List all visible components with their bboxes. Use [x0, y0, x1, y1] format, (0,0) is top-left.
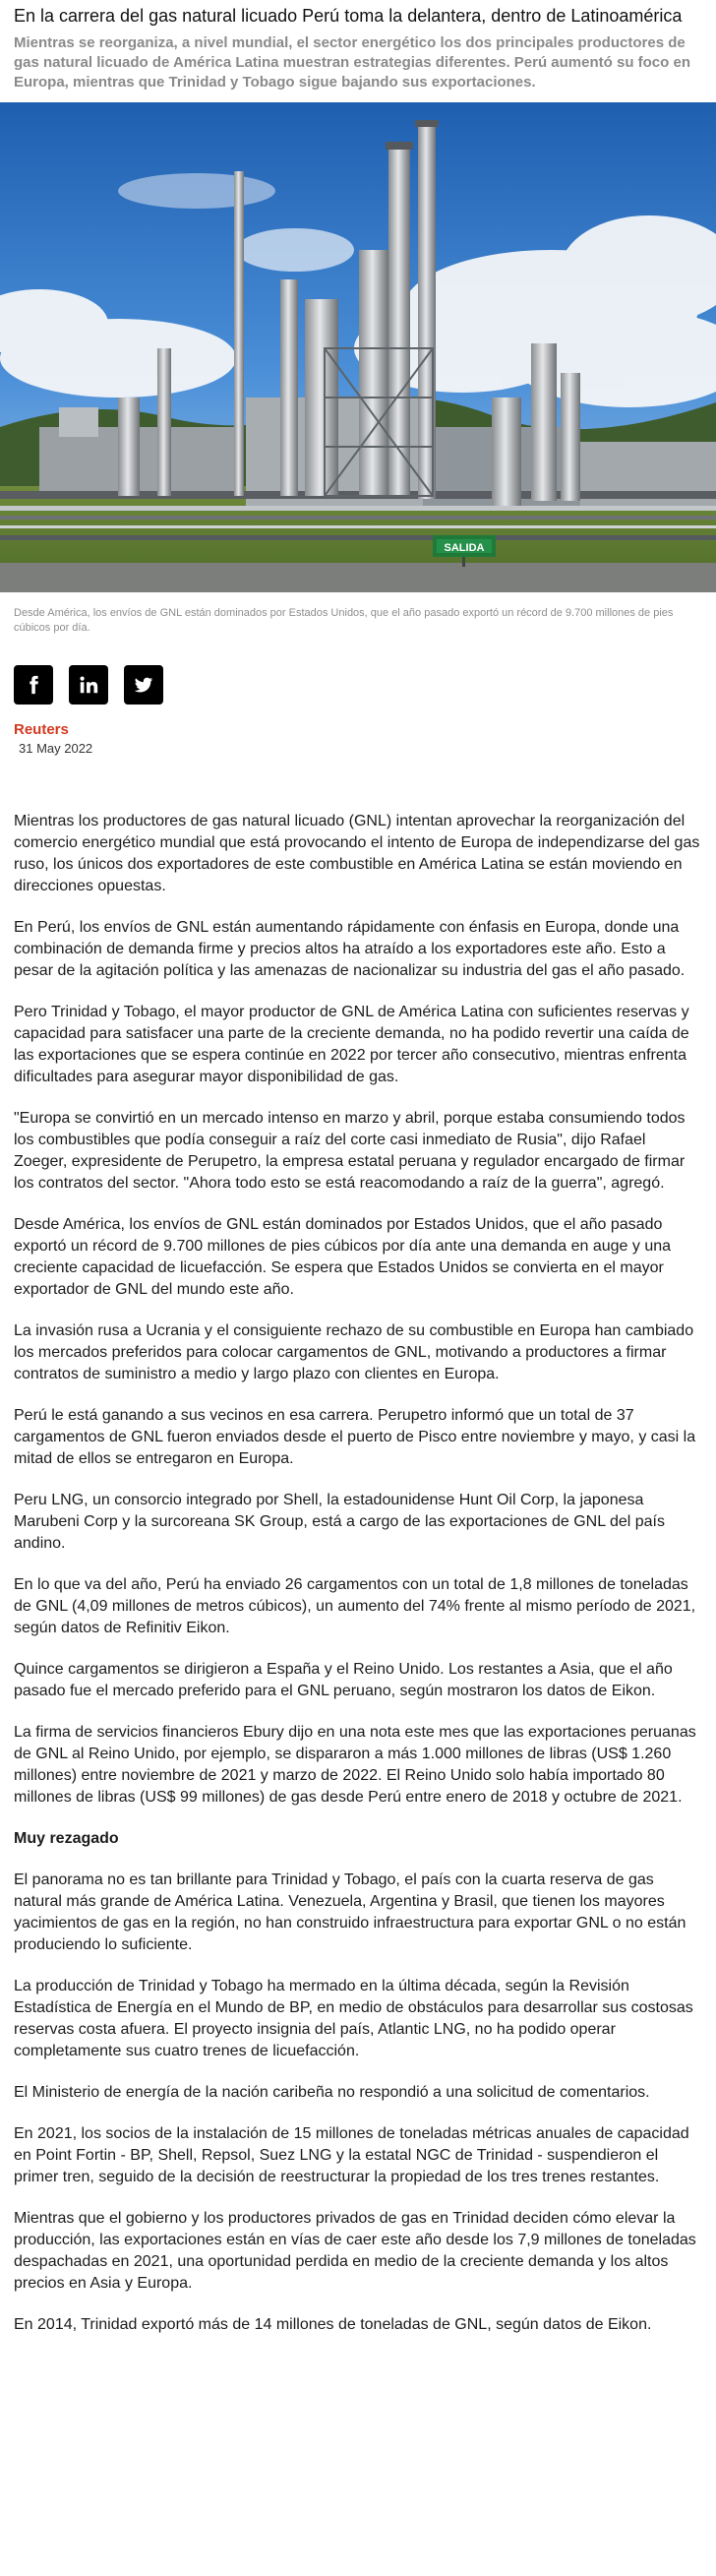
- article-subheadline: Mientras se reorganiza, a nivel mundial, el sector energético los dos principales productores de gas natural licuado de América Latina muestran estrategias diferentes. Perú aumentó su foco en Europa, mientras que Trinidad y Tobago sigue bajando sus exportaciones.: [14, 34, 690, 91]
- article-paragraph: Perú le está ganando a sus vecinos en esa carrera. Perupetro informó que un total de 37 cargamentos de GNL fueron enviados desde el puerto de Pisco entre noviembre y mayo, y casi la mitad de ellos se entregaron en Europa.: [14, 1407, 696, 1467]
- article-paragraph: El Ministerio de energía de la nación caribeña no respondió a una solicitud de comentarios.: [14, 2084, 650, 2101]
- linkedin-share-button[interactable]: [69, 665, 108, 705]
- article-paragraph: Pero Trinidad y Tobago, el mayor productor de GNL de América Latina con suficientes reservas y capacidad para satisfacer una parte de la creciente demanda, no ha podido revertir una caída de las exportaciones que se espera continúe en 2022 por tercer año consecutivo, mientras enfrenta dificultades para asegurar mayor disponibilidad de gas.: [14, 1004, 689, 1085]
- article-paragraph: En 2014, Trinidad exportó más de 14 millones de toneladas de GNL, según datos de Eikon.: [14, 2316, 652, 2333]
- article-paragraph: Quince cargamentos se dirigieron a España y el Reino Unido. Los restantes a Asia, que el año pasado fue el mercado preferido para el GNL peruano, según mostraron los datos de Eikon.: [14, 1661, 673, 1699]
- article-paragraph: En lo que va del año, Perú ha enviado 26 cargamentos con un total de 1,8 millones de toneladas de GNL (4,09 millones de metros cúbicos), un aumento del 74% frente al mismo período de 2021, según datos de Refinitiv Eikon.: [14, 1576, 696, 1636]
- article-paragraph: "Europa se convirtió en un mercado intenso en marzo y abril, porque estaba consumiendo todos los combustibles que podía conseguir a raíz del corte casi inmediato de Rusia", dijo Rafael Zoeger, expresidente de Perupetro, la empresa estatal peruana y regulador encargado de firmar los contratos del sector. "Ahora todo esto se está reacomodando a raíz de la guerra", agregó.: [14, 1110, 686, 1192]
- article-paragraph: El panorama no es tan brillante para Trinidad y Tobago, el país con la cuarta reserva de gas natural más grande de América Latina. Venezuela, Argentina y Brasil, que tienen los mayores yacimientos de gas en la región, no han construido infraestructura para exportar GNL o no están produciendo lo suficiente.: [14, 1871, 686, 1953]
- article-paragraph: Mientras los productores de gas natural licuado (GNL) intentan aprovechar la reorganización del comercio energético mundial que está provocando el intento de Europa de independizarse del gas ruso, los únicos dos exportadores de este combustible en América Latina se están moviendo en direcciones opuestas.: [14, 813, 700, 894]
- article-paragraph: Desde América, los envíos de GNL están dominados por Estados Unidos, que el año pasado exportó un récord de 9.700 millones de pies cúbicos por día ante una demanda en auge y una creciente capacidad de licuefacción. Se espera que Estados Unidos se convierta en el mayor exportador de GNL del mundo este año.: [14, 1216, 672, 1298]
- share-bar: [0, 636, 716, 705]
- article-date: 31 May 2022: [19, 741, 93, 756]
- article-body: [0, 757, 716, 2336]
- photo-exit-sign-text: SALIDA: [444, 542, 485, 554]
- twitter-icon: [133, 674, 154, 696]
- article-paragraph: La invasión rusa a Ucrania y el consiguiente rechazo de su combustible en Europa han cambiado los mercados preferidos para colocar cargamentos de GNL, motivando a productores a firmar contratos de suministro a medio y largo plazo con clientes en Europa.: [14, 1322, 694, 1382]
- facebook-icon: [23, 674, 44, 696]
- article-paragraph: En 2021, los socios de la instalación de 15 millones de toneladas métricas anuales de capacidad en Point Fortin - BP, Shell, Repsol, Suez LNG y la estatal NGC de Trinidad - suspendieron el primer tren, seguido de la decisión de reestructurar la propiedad de los tres trenes restantes.: [14, 2125, 689, 2185]
- image-caption: Desde América, los envíos de GNL están dominados por Estados Unidos, que el año pasado exportó un récord de 9.700 millones de pies cúbicos por día.: [14, 607, 674, 634]
- linkedin-icon: [78, 674, 99, 696]
- section-heading: Muy rezagado: [14, 1830, 119, 1847]
- twitter-share-button[interactable]: [124, 665, 163, 705]
- article-paragraph: En Perú, los envíos de GNL están aumentando rápidamente con énfasis en Europa, donde una combinación de demanda firme y precios altos ha atraído a los exportadores este año. Esto a pesar de la agitación política y las amenazas de nacionalizar su industria del gas el año pasado.: [14, 919, 686, 979]
- article-paragraph: La firma de servicios financieros Ebury dijo en una nota este mes que las exportaciones peruanas de GNL al Reino Unido, por ejemplo, se dispararon a más 1.000 millones de libras (US$ 1.260 millones) entre noviembre de 2021 y marzo de 2022. El Reino Unido solo había importado 80 millones de libras (US$ 99 millones) de gas desde Perú entre enero de 2018 y octubre de 2021.: [14, 1724, 696, 1806]
- article-paragraph: Mientras que el gobierno y los productores privados de gas en Trinidad deciden cómo elevar la producción, las exportaciones están en vías de caer este año desde los 7,9 millones de toneladas despachadas en 2021, una oportunidad perdida en medio de la creciente demanda y los altos precios en Asia y Europa.: [14, 2210, 696, 2292]
- article-source[interactable]: Reuters: [14, 721, 69, 738]
- article-headline: En la carrera del gas natural licuado Perú toma la delantera, dentro de Latinoamérica: [14, 6, 683, 26]
- facebook-share-button[interactable]: [14, 665, 53, 705]
- article-photo: [0, 102, 716, 592]
- article-paragraph: Peru LNG, un consorcio integrado por Shell, la estadounidense Hunt Oil Corp, la japonesa Marubeni Corp y la surcoreana SK Group, está a cargo de las exportaciones de GNL del país andino.: [14, 1492, 665, 1552]
- article-paragraph: La producción de Trinidad y Tobago ha mermado en la última década, según la Revisión Estadística de Energía en el Mundo de BP, en medio de obstáculos para desarrollar sus costosas reservas costa afuera. El proyecto insignia del país, Atlantic LNG, no ha podido operar completamente sus cuatro trenes de licuefacción.: [14, 1978, 693, 2059]
